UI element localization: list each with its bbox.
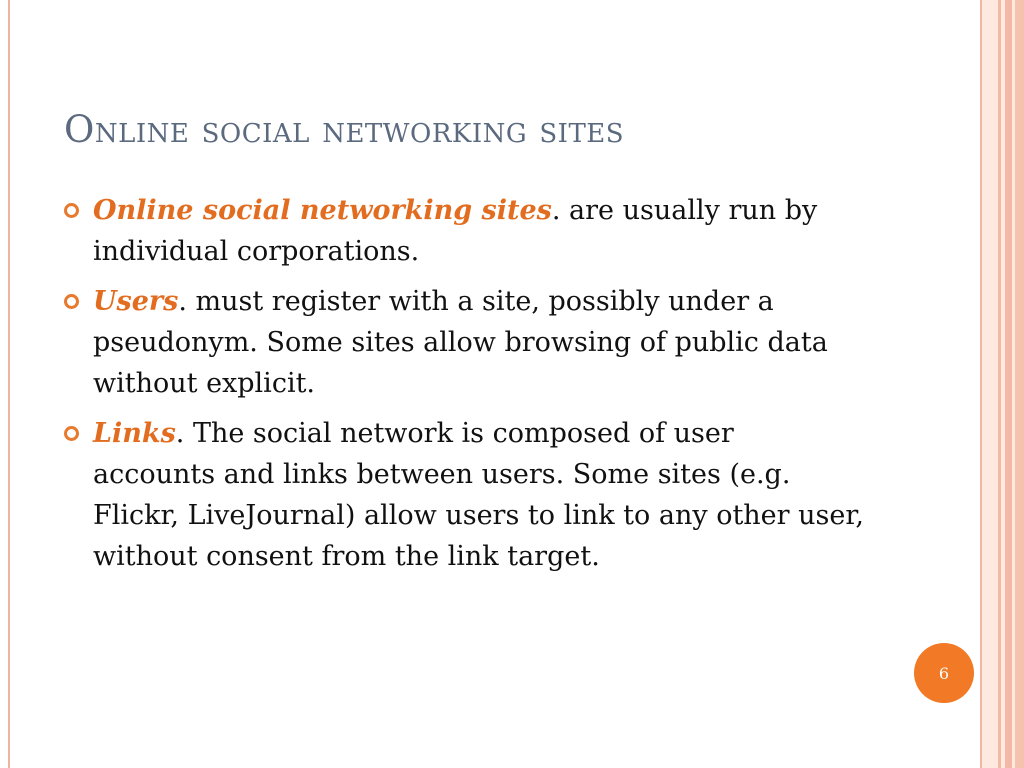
page-number: 6 — [938, 663, 950, 683]
bullet-list — [64, 190, 864, 586]
bullet-item — [64, 190, 864, 272]
bullet-text: . are usually run by individual corporations. — [93, 195, 818, 267]
frame-stripe — [982, 0, 998, 768]
circle-bullet-icon — [64, 203, 79, 218]
page-number-badge — [914, 643, 974, 703]
bullet-text: . The social network is composed of user accounts and links between users. Some sites (e.g. Flickr, LiveJournal) allow users to link to any other user, without consent from the link target. — [93, 418, 864, 572]
frame-stripe — [1015, 0, 1024, 768]
bullet-term: Online social networking sites — [93, 195, 552, 226]
right-frame-stripes — [980, 0, 1024, 768]
frame-stripe — [1005, 0, 1012, 768]
circle-bullet-icon — [64, 426, 79, 441]
bullet-item — [64, 413, 864, 577]
bullet-item — [64, 281, 864, 404]
bullet-text: . must register with a site, possibly under a pseudonym. Some sites allow browsing of public data without explicit. — [93, 286, 828, 399]
circle-bullet-icon — [64, 294, 79, 309]
bullet-term: Users — [93, 286, 179, 317]
bullet-term: Links — [93, 418, 176, 449]
left-frame-border — [8, 0, 10, 768]
slide-title: Online social networking sites — [64, 108, 625, 151]
